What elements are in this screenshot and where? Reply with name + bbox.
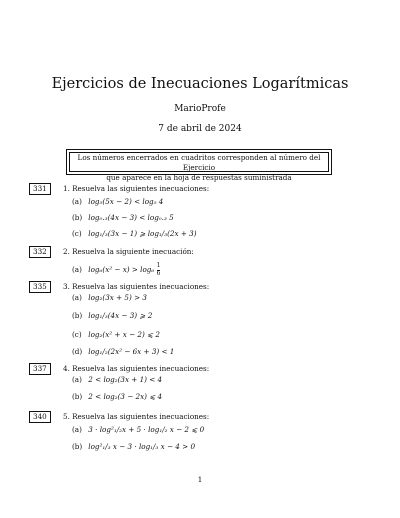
exercise-item: [72, 425, 204, 435]
item-expression: log₅(5x − 2) < log₅ 4: [88, 197, 164, 206]
exercise-item: [72, 330, 160, 340]
exercise-code-box: 340: [29, 411, 51, 423]
exercise-heading: 3. Resuelva las siguientes inecuaciones:: [63, 282, 210, 291]
page-number: 1: [197, 475, 203, 484]
fraction-numerator: 1: [156, 262, 161, 269]
exercise-heading: 4. Resuelva las siguientes inecuaciones:: [63, 364, 210, 373]
item-label: (b): [72, 213, 83, 222]
document-author: MarioProfe: [174, 104, 226, 114]
exercise-item: [72, 229, 197, 239]
item-label: (c): [72, 330, 82, 339]
item-expression: log₀.₃(4x − 3) < log₀.₃ 5: [88, 213, 174, 222]
exercise-item: [72, 347, 174, 357]
exercise-code-box: 331: [29, 183, 51, 195]
item-label: (c): [72, 229, 82, 238]
item-label: (b): [72, 442, 83, 451]
exercise-item: [72, 392, 162, 402]
exercise-item: [72, 442, 195, 452]
exercise-item: [72, 311, 152, 321]
item-expression: log₁/₃(4x − 3) ⩾ 2: [88, 311, 153, 320]
fraction: [157, 263, 161, 277]
item-expression: log₂(x² + x − 2) ⩽ 2: [88, 330, 160, 339]
exercise-item: [72, 293, 147, 303]
item-label: (a): [72, 293, 82, 302]
exercise-heading: 2. Resuelva la siguiente inecuación:: [63, 247, 194, 256]
item-label: (b): [72, 392, 83, 401]
document-date: 7 de abril de 2024: [158, 124, 242, 134]
item-expression: 2 < log₂(3 − 2x) ⩽ 4: [88, 392, 163, 401]
item-expression: log₂(3x + 5) > 3: [88, 293, 147, 302]
fraction-denominator: 6: [156, 269, 161, 277]
notice-line-1: Los números encerrados en cuadritos corresponden al número del Ejercicio: [77, 153, 321, 172]
item-expression: log²₁/₃ x − 3 · log₁/₃ x − 4 > 0: [88, 442, 196, 451]
notice-box: [66, 149, 332, 182]
exercise-code-box: 335: [29, 281, 51, 293]
exercise-code-box: 337: [29, 363, 51, 375]
item-label: (d): [72, 347, 83, 356]
exercise-heading: 1. Resuelva las siguientes inecuaciones:: [63, 184, 210, 193]
item-label: (b): [72, 311, 83, 320]
item-expression: 2 < log₂(3x + 1) < 4: [88, 375, 163, 384]
exercise-code-box: 332: [29, 246, 51, 258]
exercise-item: [72, 263, 160, 277]
item-expression: log₁/₃(3x − 1) ⩾ log₁/₃(2x + 3): [88, 229, 197, 238]
item-label: (a): [72, 425, 82, 434]
exercise-item: [72, 197, 163, 207]
item-expression: 3 · log²₁/₂x + 5 · log₁/₂ x − 2 ⩽ 0: [88, 425, 205, 434]
exercise-item: [72, 213, 174, 223]
item-label: (a): [72, 265, 82, 274]
item-label: (a): [72, 197, 82, 206]
notice-inner-box: [69, 152, 329, 182]
exercise-item: [72, 375, 162, 385]
item-label: (a): [72, 375, 82, 384]
notice-line-2: que aparece en la hoja de respuestas suministrada: [106, 173, 292, 182]
item-expression: log₆(x² − x) > log₆: [88, 265, 155, 274]
document-title: Ejercicios de Inecuaciones Logarítmicas: [51, 76, 349, 92]
item-expression: log₁/₂(2x² − 6x + 3) < 1: [88, 347, 175, 356]
exercise-heading: 5. Resuelva las siguientes inecuaciones:: [63, 412, 210, 421]
